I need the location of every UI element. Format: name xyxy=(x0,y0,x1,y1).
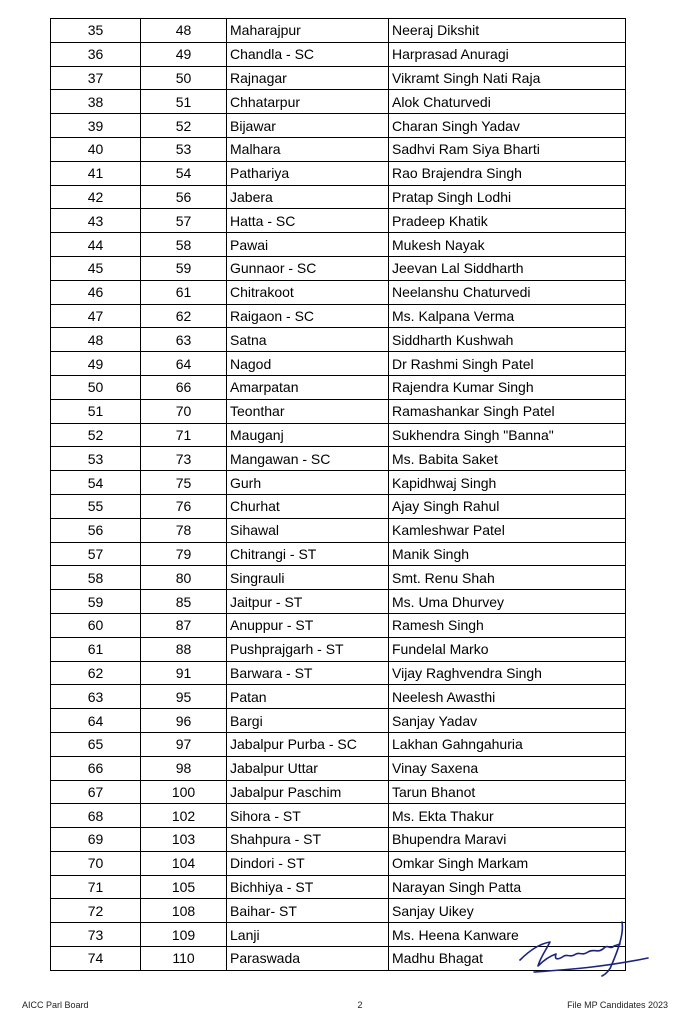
ac-number-cell: 80 xyxy=(141,566,227,590)
ac-number-cell: 54 xyxy=(141,161,227,185)
candidate-name-cell: Mukesh Nayak xyxy=(389,233,626,257)
constituency-cell: Jabera xyxy=(227,185,389,209)
serial-number-cell: 60 xyxy=(51,613,141,637)
constituency-cell: Maharajpur xyxy=(227,19,389,43)
constituency-cell: Shahpura - ST xyxy=(227,828,389,852)
ac-number-cell: 97 xyxy=(141,732,227,756)
table-row xyxy=(51,661,626,685)
candidate-name-cell: Bhupendra Maravi xyxy=(389,828,626,852)
ac-number-cell: 95 xyxy=(141,685,227,709)
constituency-cell: Hatta - SC xyxy=(227,209,389,233)
serial-number-cell: 51 xyxy=(51,399,141,423)
candidate-name-cell: Pradeep Khatik xyxy=(389,209,626,233)
table-row xyxy=(51,709,626,733)
constituency-cell: Anuppur - ST xyxy=(227,613,389,637)
ac-number-cell: 56 xyxy=(141,185,227,209)
constituency-cell: Churhat xyxy=(227,494,389,518)
footer-right-text: File MP Candidates 2023 xyxy=(567,1000,668,1010)
candidate-name-cell: Rao Brajendra Singh xyxy=(389,161,626,185)
constituency-cell: Bichhiya - ST xyxy=(227,875,389,899)
ac-number-cell: 58 xyxy=(141,233,227,257)
ac-number-cell: 96 xyxy=(141,709,227,733)
constituency-cell: Nagod xyxy=(227,352,389,376)
table-row xyxy=(51,304,626,328)
candidate-name-cell: Ramashankar Singh Patel xyxy=(389,399,626,423)
constituency-cell: Sihora - ST xyxy=(227,804,389,828)
serial-number-cell: 41 xyxy=(51,161,141,185)
ac-number-cell: 91 xyxy=(141,661,227,685)
table-row xyxy=(51,352,626,376)
candidate-name-cell: Ramesh Singh xyxy=(389,613,626,637)
table-row xyxy=(51,518,626,542)
constituency-cell: Pushprajgarh - ST xyxy=(227,637,389,661)
ac-number-cell: 110 xyxy=(141,947,227,971)
serial-number-cell: 74 xyxy=(51,947,141,971)
serial-number-cell: 43 xyxy=(51,209,141,233)
constituency-cell: Chandla - SC xyxy=(227,42,389,66)
candidate-name-cell: Vikramt Singh Nati Raja xyxy=(389,66,626,90)
ac-number-cell: 64 xyxy=(141,352,227,376)
serial-number-cell: 49 xyxy=(51,352,141,376)
ac-number-cell: 109 xyxy=(141,923,227,947)
serial-number-cell: 57 xyxy=(51,542,141,566)
serial-number-cell: 72 xyxy=(51,899,141,923)
constituency-cell: Barwara - ST xyxy=(227,661,389,685)
table-body xyxy=(51,19,626,971)
serial-number-cell: 61 xyxy=(51,637,141,661)
ac-number-cell: 98 xyxy=(141,756,227,780)
constituency-cell: Sihawal xyxy=(227,518,389,542)
candidate-name-cell: Ms. Kalpana Verma xyxy=(389,304,626,328)
serial-number-cell: 37 xyxy=(51,66,141,90)
serial-number-cell: 64 xyxy=(51,709,141,733)
constituency-cell: Bijawar xyxy=(227,114,389,138)
ac-number-cell: 59 xyxy=(141,256,227,280)
serial-number-cell: 56 xyxy=(51,518,141,542)
serial-number-cell: 71 xyxy=(51,875,141,899)
table-row xyxy=(51,447,626,471)
table-row xyxy=(51,590,626,614)
table-row xyxy=(51,756,626,780)
serial-number-cell: 44 xyxy=(51,233,141,257)
table-row xyxy=(51,494,626,518)
candidate-name-cell: Pratap Singh Lodhi xyxy=(389,185,626,209)
serial-number-cell: 66 xyxy=(51,756,141,780)
ac-number-cell: 50 xyxy=(141,66,227,90)
table-row xyxy=(51,566,626,590)
table-row xyxy=(51,256,626,280)
candidate-name-cell: Ms. Ekta Thakur xyxy=(389,804,626,828)
candidate-name-cell: Ajay Singh Rahul xyxy=(389,494,626,518)
serial-number-cell: 65 xyxy=(51,732,141,756)
serial-number-cell: 39 xyxy=(51,114,141,138)
candidate-name-cell: Narayan Singh Patta xyxy=(389,875,626,899)
constituency-cell: Jabalpur Paschim xyxy=(227,780,389,804)
table-row xyxy=(51,185,626,209)
table-row xyxy=(51,399,626,423)
table-row xyxy=(51,685,626,709)
ac-number-cell: 103 xyxy=(141,828,227,852)
constituency-cell: Paraswada xyxy=(227,947,389,971)
constituency-cell: Jabalpur Purba - SC xyxy=(227,732,389,756)
ac-number-cell: 105 xyxy=(141,875,227,899)
serial-number-cell: 50 xyxy=(51,375,141,399)
ac-number-cell: 57 xyxy=(141,209,227,233)
candidate-name-cell: Neelesh Awasthi xyxy=(389,685,626,709)
ac-number-cell: 71 xyxy=(141,423,227,447)
table-row xyxy=(51,613,626,637)
table-row xyxy=(51,42,626,66)
candidate-name-cell: Neeraj Dikshit xyxy=(389,19,626,43)
ac-number-cell: 48 xyxy=(141,19,227,43)
ac-number-cell: 62 xyxy=(141,304,227,328)
table-row xyxy=(51,114,626,138)
serial-number-cell: 35 xyxy=(51,19,141,43)
ac-number-cell: 61 xyxy=(141,280,227,304)
candidate-name-cell: Siddharth Kushwah xyxy=(389,328,626,352)
constituency-cell: Chitrakoot xyxy=(227,280,389,304)
candidate-name-cell: Vijay Raghvendra Singh xyxy=(389,661,626,685)
serial-number-cell: 52 xyxy=(51,423,141,447)
table-row xyxy=(51,280,626,304)
candidate-name-cell: Madhu Bhagat xyxy=(389,947,626,971)
ac-number-cell: 85 xyxy=(141,590,227,614)
serial-number-cell: 36 xyxy=(51,42,141,66)
ac-number-cell: 79 xyxy=(141,542,227,566)
ac-number-cell: 108 xyxy=(141,899,227,923)
serial-number-cell: 38 xyxy=(51,90,141,114)
ac-number-cell: 66 xyxy=(141,375,227,399)
constituency-cell: Lanji xyxy=(227,923,389,947)
serial-number-cell: 45 xyxy=(51,256,141,280)
ac-number-cell: 102 xyxy=(141,804,227,828)
serial-number-cell: 46 xyxy=(51,280,141,304)
serial-number-cell: 69 xyxy=(51,828,141,852)
table-row xyxy=(51,328,626,352)
ac-number-cell: 75 xyxy=(141,471,227,495)
candidate-name-cell: Kapidhwaj Singh xyxy=(389,471,626,495)
serial-number-cell: 62 xyxy=(51,661,141,685)
constituency-cell: Dindori - ST xyxy=(227,851,389,875)
candidate-name-cell: Charan Singh Yadav xyxy=(389,114,626,138)
ac-number-cell: 63 xyxy=(141,328,227,352)
table-row xyxy=(51,375,626,399)
serial-number-cell: 68 xyxy=(51,804,141,828)
candidate-name-cell: Harprasad Anuragi xyxy=(389,42,626,66)
constituency-cell: Bargi xyxy=(227,709,389,733)
ac-number-cell: 87 xyxy=(141,613,227,637)
constituency-cell: Rajnagar xyxy=(227,66,389,90)
candidate-name-cell: Sanjay Yadav xyxy=(389,709,626,733)
constituency-cell: Mangawan - SC xyxy=(227,447,389,471)
candidate-name-cell: Dr Rashmi Singh Patel xyxy=(389,352,626,376)
table-row xyxy=(51,209,626,233)
footer-left-text: AICC Parl Board xyxy=(22,1000,89,1010)
candidates-table xyxy=(50,18,626,971)
serial-number-cell: 48 xyxy=(51,328,141,352)
candidate-name-cell: Smt. Renu Shah xyxy=(389,566,626,590)
constituency-cell: Gurh xyxy=(227,471,389,495)
candidate-name-cell: Neelanshu Chaturvedi xyxy=(389,280,626,304)
constituency-cell: Amarpatan xyxy=(227,375,389,399)
ac-number-cell: 70 xyxy=(141,399,227,423)
table-row xyxy=(51,780,626,804)
serial-number-cell: 63 xyxy=(51,685,141,709)
table-row xyxy=(51,471,626,495)
table-row xyxy=(51,851,626,875)
candidate-name-cell: Sadhvi Ram Siya Bharti xyxy=(389,137,626,161)
ac-number-cell: 52 xyxy=(141,114,227,138)
ac-number-cell: 88 xyxy=(141,637,227,661)
serial-number-cell: 73 xyxy=(51,923,141,947)
table-row xyxy=(51,233,626,257)
serial-number-cell: 53 xyxy=(51,447,141,471)
ac-number-cell: 73 xyxy=(141,447,227,471)
table-row xyxy=(51,542,626,566)
constituency-cell: Mauganj xyxy=(227,423,389,447)
table-row xyxy=(51,828,626,852)
candidate-name-cell: Omkar Singh Markam xyxy=(389,851,626,875)
table-row xyxy=(51,423,626,447)
constituency-cell: Singrauli xyxy=(227,566,389,590)
constituency-cell: Teonthar xyxy=(227,399,389,423)
ac-number-cell: 53 xyxy=(141,137,227,161)
table-row xyxy=(51,19,626,43)
serial-number-cell: 47 xyxy=(51,304,141,328)
candidate-name-cell: Alok Chaturvedi xyxy=(389,90,626,114)
candidate-name-cell: Manik Singh xyxy=(389,542,626,566)
table-row xyxy=(51,804,626,828)
table-row xyxy=(51,875,626,899)
serial-number-cell: 70 xyxy=(51,851,141,875)
constituency-cell: Jaitpur - ST xyxy=(227,590,389,614)
serial-number-cell: 42 xyxy=(51,185,141,209)
constituency-cell: Malhara xyxy=(227,137,389,161)
ac-number-cell: 49 xyxy=(141,42,227,66)
constituency-cell: Baihar- ST xyxy=(227,899,389,923)
candidate-name-cell: Ms. Heena Kanware xyxy=(389,923,626,947)
candidate-name-cell: Sanjay Uikey xyxy=(389,899,626,923)
candidate-name-cell: Fundelal Marko xyxy=(389,637,626,661)
table-row xyxy=(51,66,626,90)
ac-number-cell: 51 xyxy=(141,90,227,114)
constituency-cell: Satna xyxy=(227,328,389,352)
signature-image xyxy=(510,914,660,984)
serial-number-cell: 67 xyxy=(51,780,141,804)
constituency-cell: Jabalpur Uttar xyxy=(227,756,389,780)
table-row xyxy=(51,732,626,756)
constituency-cell: Chitrangi - ST xyxy=(227,542,389,566)
candidate-name-cell: Ms. Uma Dhurvey xyxy=(389,590,626,614)
constituency-cell: Pawai xyxy=(227,233,389,257)
candidate-name-cell: Jeevan Lal Siddharth xyxy=(389,256,626,280)
candidate-name-cell: Vinay Saxena xyxy=(389,756,626,780)
ac-number-cell: 100 xyxy=(141,780,227,804)
table-row xyxy=(51,137,626,161)
candidate-name-cell: Rajendra Kumar Singh xyxy=(389,375,626,399)
serial-number-cell: 54 xyxy=(51,471,141,495)
serial-number-cell: 55 xyxy=(51,494,141,518)
table-row xyxy=(51,637,626,661)
serial-number-cell: 58 xyxy=(51,566,141,590)
constituency-cell: Raigaon - SC xyxy=(227,304,389,328)
constituency-cell: Gunnaor - SC xyxy=(227,256,389,280)
constituency-cell: Pathariya xyxy=(227,161,389,185)
page-number: 2 xyxy=(357,1000,363,1010)
candidate-name-cell: Tarun Bhanot xyxy=(389,780,626,804)
ac-number-cell: 104 xyxy=(141,851,227,875)
serial-number-cell: 59 xyxy=(51,590,141,614)
constituency-cell: Patan xyxy=(227,685,389,709)
candidate-name-cell: Kamleshwar Patel xyxy=(389,518,626,542)
table-row xyxy=(51,90,626,114)
table-row xyxy=(51,161,626,185)
candidate-name-cell: Sukhendra Singh "Banna" xyxy=(389,423,626,447)
candidate-name-cell: Lakhan Gahngahuria xyxy=(389,732,626,756)
candidate-name-cell: Ms. Babita Saket xyxy=(389,447,626,471)
ac-number-cell: 76 xyxy=(141,494,227,518)
ac-number-cell: 78 xyxy=(141,518,227,542)
serial-number-cell: 40 xyxy=(51,137,141,161)
constituency-cell: Chhatarpur xyxy=(227,90,389,114)
